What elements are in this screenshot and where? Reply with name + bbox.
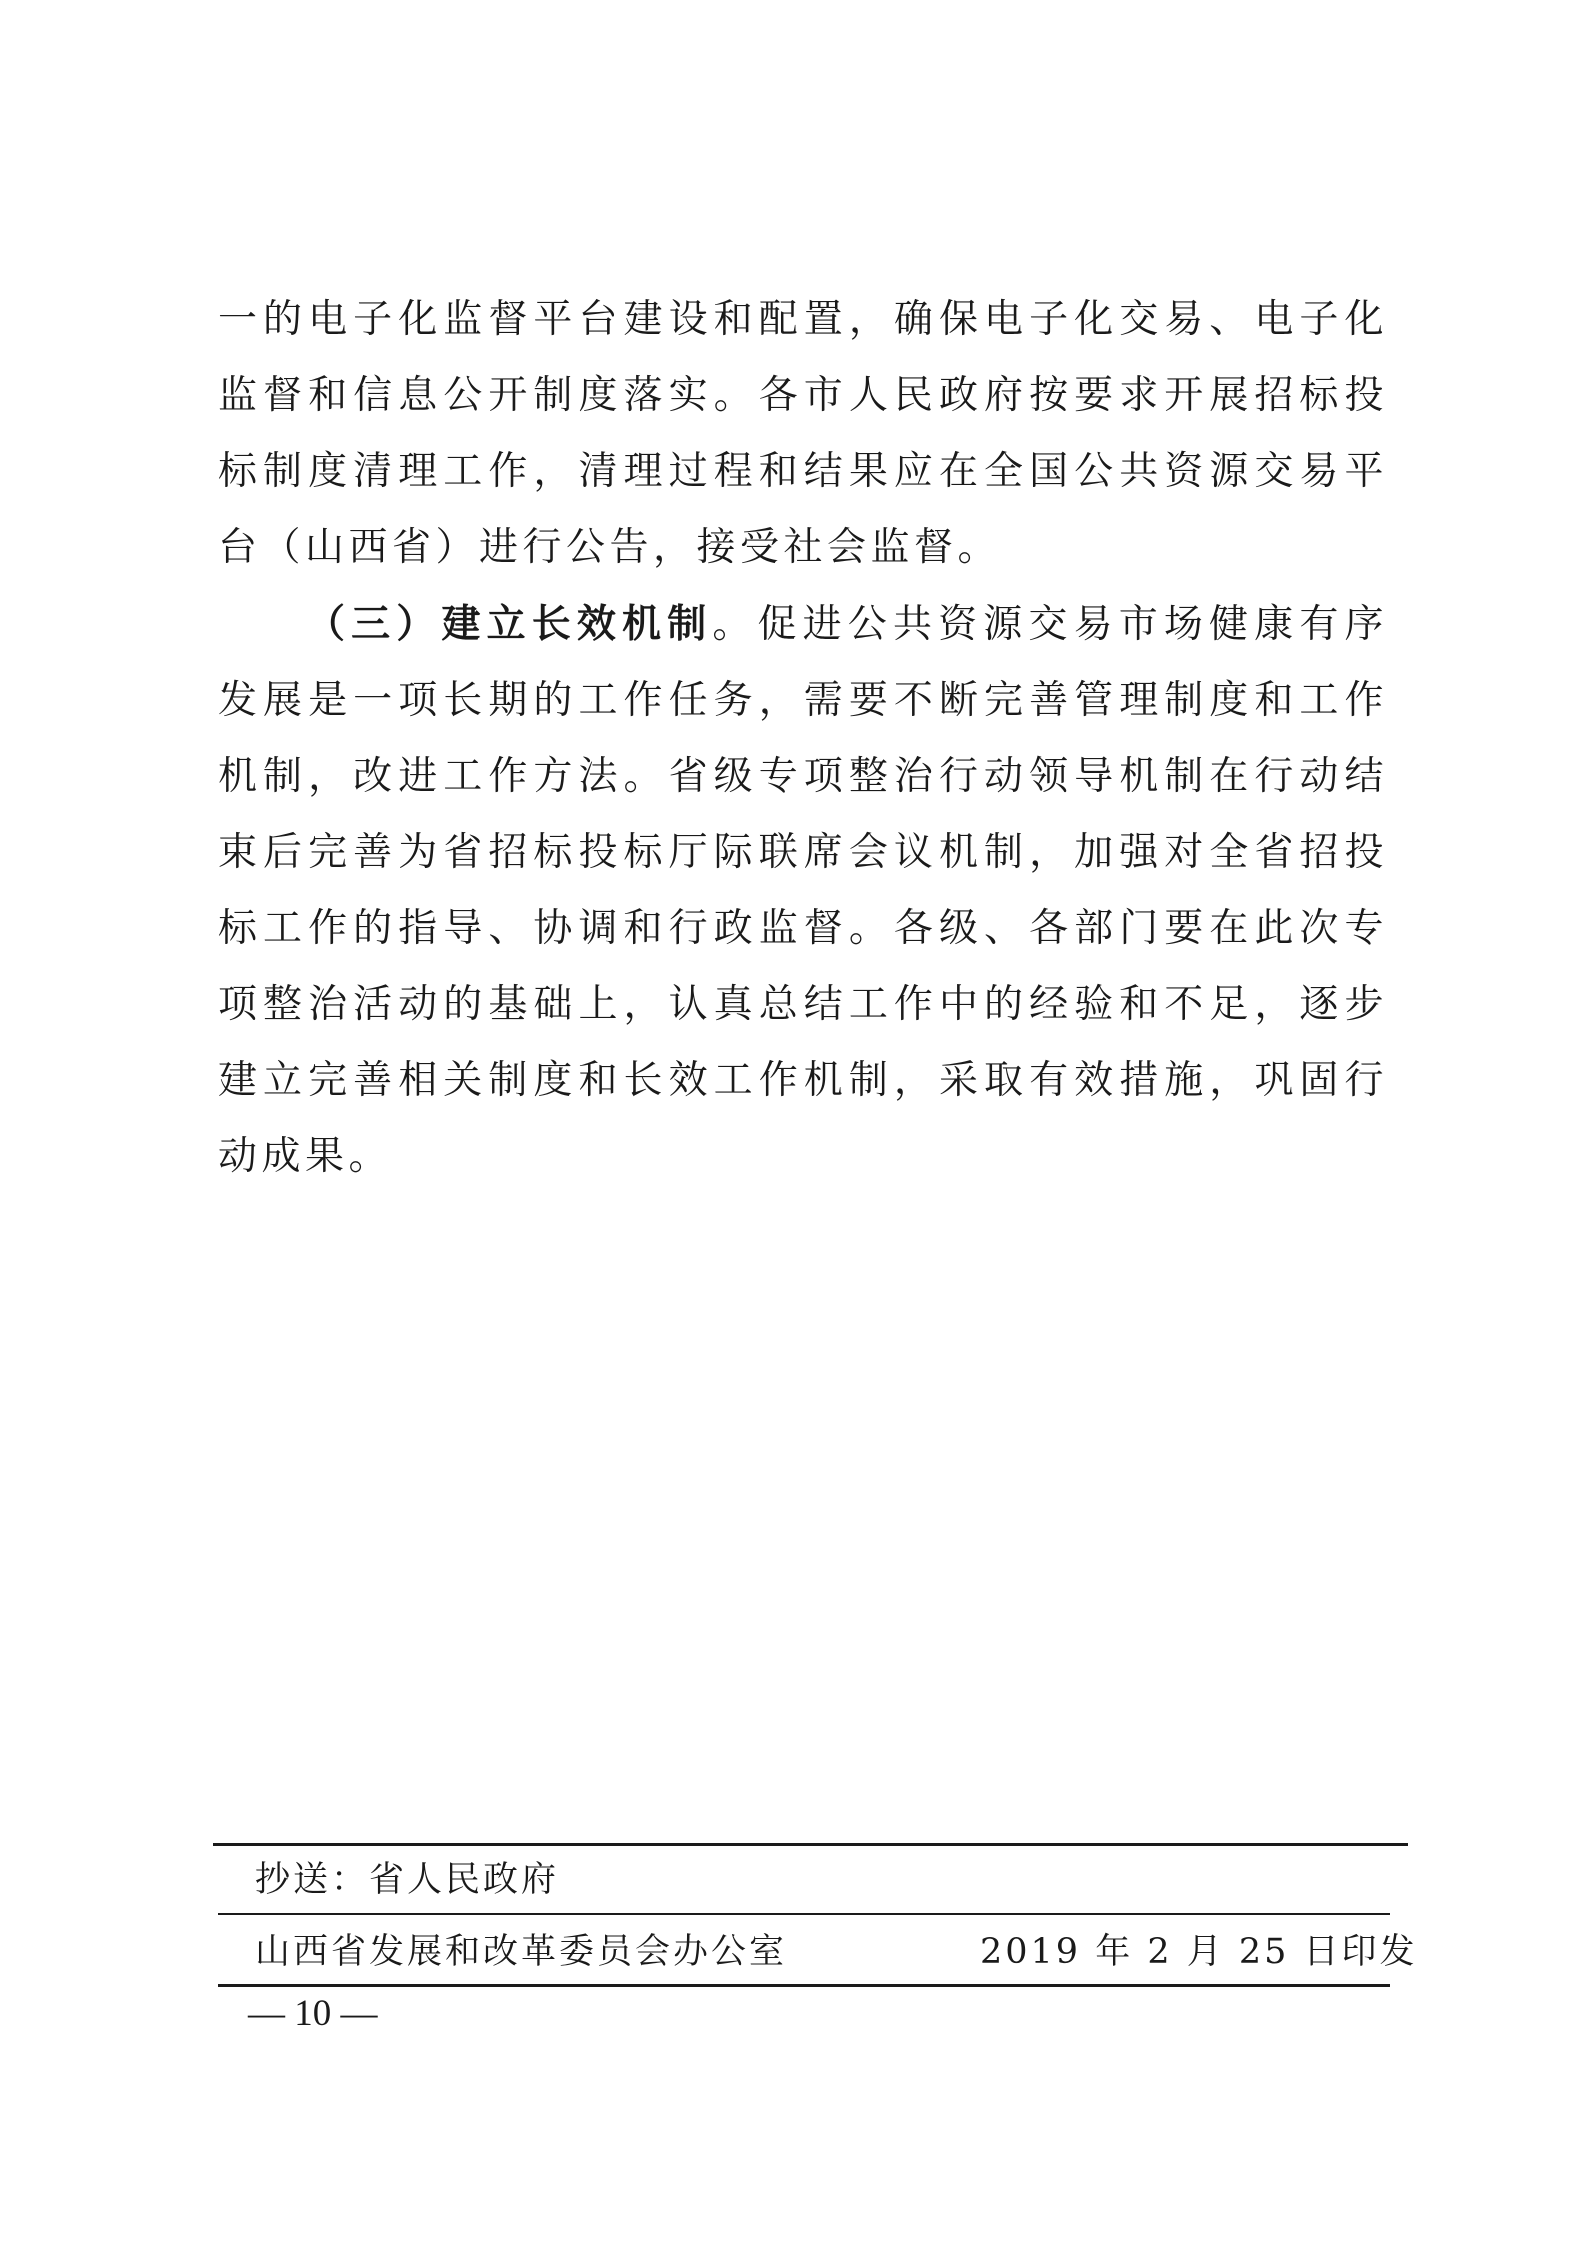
issuing-office: 山西省发展和改革委员会办公室 <box>255 1932 788 1972</box>
body-paragraph-2 <box>218 586 1388 1195</box>
page-number: — 10 — <box>248 1993 378 2034</box>
section-text: 。促进公共资源交易市场健康有序发展是一项长期的工作任务，需要不断完善管理制度和工作机制，改进工作方法。省级专项整治行动领导机制在行动结束后完善为省招标投标厅际联席会议机制，加强对全省招投标工作的指导、协调和行政监督。各级、各部门要在此次专项整治活动的基础上，认真总结工作中的经验和不足，逐步建立完善相关制度和长效工作机制，采取有效措施，巩固行动成果。 <box>218 602 1388 1179</box>
cc-line: 抄送：省人民政府 <box>255 1860 560 1900</box>
document-body <box>218 282 1388 1195</box>
footer-middle-rule <box>218 1913 1390 1915</box>
issue-date: 2019 年 2 月 25 日印发 <box>980 1932 1418 1972</box>
footer-bottom-rule <box>218 1984 1390 1987</box>
section-heading: （三）建立长效机制 <box>306 601 713 647</box>
body-paragraph-1: 一的电子化监督平台建设和配置，确保电子化交易、电子化监督和信息公开制度落实。各市人民政府按要求开展招标投标制度清理工作，清理过程和结果应在全国公共资源交易平台（山西省）进行公告，接受社会监督。 <box>218 297 1388 570</box>
footer-top-rule <box>213 1843 1408 1846</box>
